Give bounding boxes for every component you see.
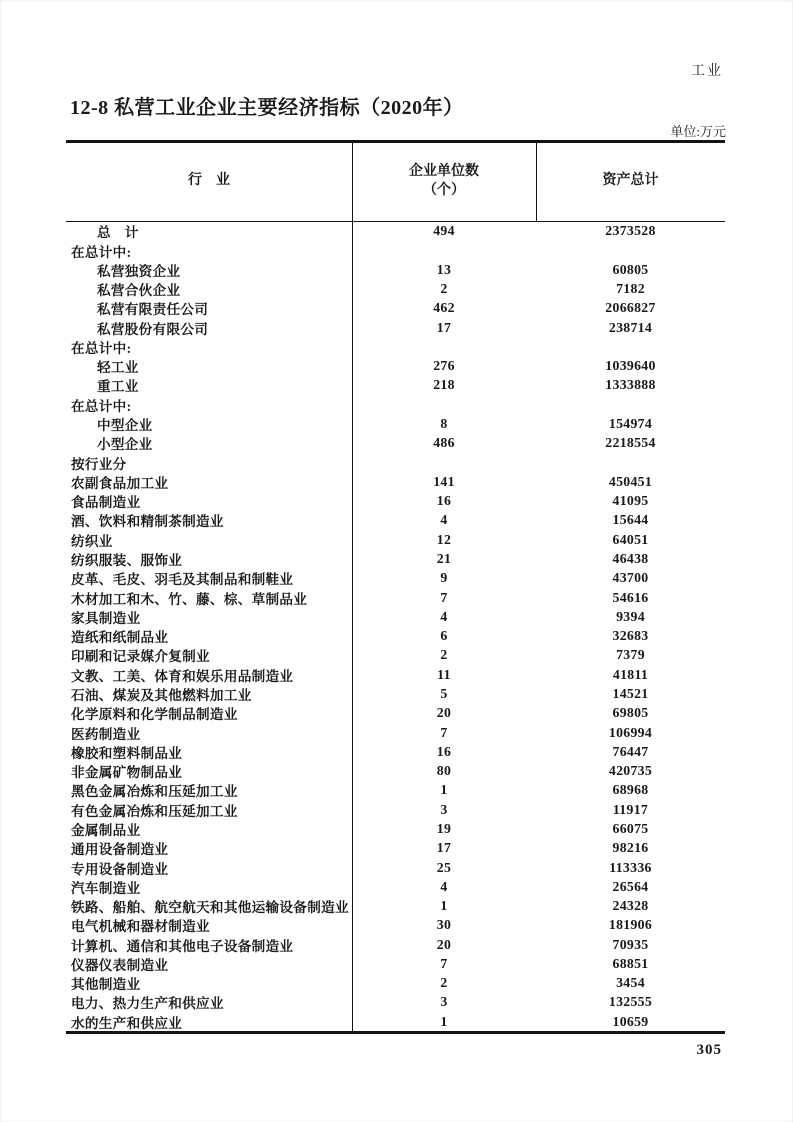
table-row: [66, 299, 725, 318]
table-row: [66, 337, 725, 356]
assets-total-value: 69805: [612, 705, 649, 721]
assets-total-value: 1039640: [605, 358, 656, 374]
table-header-row: [66, 143, 725, 222]
enterprise-count-value: 4: [440, 878, 448, 894]
row-label: 印刷和记录媒介复制业: [71, 649, 210, 665]
table-row: [66, 395, 725, 414]
table-row: [66, 781, 725, 800]
assets-total-value: 2373528: [605, 223, 656, 239]
assets-total-value: 46438: [612, 551, 649, 567]
enterprise-count-value: 17: [436, 840, 452, 856]
enterprise-count-value: 462: [433, 300, 455, 316]
table-row: [66, 453, 725, 472]
table-row: [66, 935, 725, 954]
header-assets-total: 资产总计: [602, 173, 659, 189]
header-industry: 行 业: [188, 173, 230, 189]
row-label: 电气机械和器材制造业: [71, 919, 210, 935]
enterprise-count-value: 9: [440, 570, 448, 586]
enterprise-count-value: 4: [440, 608, 448, 624]
enterprise-count-value: 7: [440, 955, 448, 971]
row-label: 中型企业: [97, 418, 153, 434]
assets-total-value: 132555: [608, 994, 653, 1010]
table-row: [66, 530, 725, 549]
table-row: [66, 723, 725, 742]
assets-total-value: 3454: [616, 975, 645, 991]
row-label: 在总计中:: [71, 340, 132, 356]
row-label: 农副食品加工业: [71, 475, 169, 491]
enterprise-count-value: 21: [436, 551, 452, 567]
assets-total-value: 60805: [612, 261, 649, 277]
enterprise-count-value: 16: [436, 493, 452, 509]
table-row: [66, 704, 725, 723]
row-label: 汽车制造业: [71, 880, 141, 896]
enterprise-count-value: 80: [436, 763, 452, 779]
table-row: [66, 742, 725, 761]
row-label: 专用设备制造业: [71, 861, 169, 877]
assets-total-value: 7182: [616, 281, 645, 297]
column-divider: [536, 143, 537, 221]
row-label: 在总计中:: [71, 398, 132, 414]
table-row: [66, 800, 725, 819]
assets-total-value: 238714: [608, 319, 653, 335]
table-row: [66, 627, 725, 646]
enterprise-count-value: 486: [433, 435, 455, 451]
assets-total-value: 9394: [616, 608, 645, 624]
row-label: 按行业分: [71, 456, 127, 472]
assets-total-value: 43700: [612, 570, 649, 586]
assets-total-value: 181906: [608, 917, 653, 933]
assets-total-value: 54616: [612, 589, 649, 605]
table-bottom-rule: [66, 1031, 725, 1034]
table-row: [66, 279, 725, 298]
table-row: [66, 588, 725, 607]
row-label: 非金属矿物制品业: [71, 765, 183, 781]
row-label: 重工业: [97, 379, 139, 395]
table-row: [66, 761, 725, 780]
assets-total-value: 32683: [612, 628, 649, 644]
row-label: 黑色金属冶炼和压延加工业: [71, 784, 238, 800]
assets-total-value: 154974: [608, 416, 653, 432]
row-label: 酒、饮料和精制茶制造业: [71, 514, 224, 530]
enterprise-count-value: 20: [436, 936, 452, 952]
enterprise-count-value: 17: [436, 319, 452, 335]
enterprise-count-value: 6: [440, 628, 448, 644]
assets-total-value: 7379: [616, 647, 645, 663]
enterprise-count-value: 20: [436, 705, 452, 721]
table-body: [66, 222, 725, 1032]
row-label: 化学原料和化学制品制造业: [71, 707, 238, 723]
table-row: [66, 646, 725, 665]
assets-total-value: 41811: [612, 666, 649, 682]
enterprise-count-value: 1: [440, 1013, 448, 1029]
enterprise-count-value: 11: [437, 666, 451, 682]
table-row: [66, 916, 725, 935]
enterprise-count-value: 7: [440, 724, 448, 740]
row-label: 私营合伙企业: [97, 283, 181, 299]
row-label: 私营有限责任公司: [97, 302, 209, 318]
enterprise-count-value: 2: [440, 647, 448, 663]
assets-total-value: 2218554: [605, 435, 656, 451]
enterprise-count-value: 4: [440, 512, 448, 528]
table-row: [66, 684, 725, 703]
enterprise-count-value: 19: [436, 820, 452, 836]
enterprise-count-value: 16: [436, 743, 452, 759]
table-row: [66, 260, 725, 279]
table-row: [66, 607, 725, 626]
table-row: [66, 896, 725, 915]
row-label: 有色金属冶炼和压延加工业: [71, 803, 238, 819]
header-enterprise-count: [352, 163, 536, 201]
row-label: 通用设备制造业: [71, 842, 169, 858]
enterprise-count-value: 8: [440, 416, 448, 432]
row-label: 私营股份有限公司: [97, 321, 209, 337]
assets-total-value: 24328: [612, 898, 649, 914]
assets-total-value: 68968: [612, 782, 649, 798]
assets-total-value: 41095: [612, 493, 649, 509]
enterprise-count-value: 3: [440, 801, 448, 817]
enterprise-count-value: 2: [440, 281, 448, 297]
row-label: 金属制品业: [71, 822, 141, 838]
table-row: [66, 511, 725, 530]
enterprise-count-value: 276: [433, 358, 455, 374]
assets-total-value: 106994: [608, 724, 653, 740]
assets-total-value: 76447: [612, 743, 649, 759]
enterprise-count-value: 218: [433, 377, 455, 393]
assets-total-value: 14521: [612, 685, 649, 701]
enterprise-count-value: 25: [436, 859, 452, 875]
assets-total-value: 68851: [612, 955, 649, 971]
enterprise-count-value: 1: [440, 782, 448, 798]
row-label: 皮革、毛皮、羽毛及其制品和制鞋业: [71, 572, 294, 588]
row-label: 轻工业: [97, 360, 139, 376]
row-label: 食品制造业: [71, 495, 141, 511]
enterprise-count-value: 12: [436, 531, 452, 547]
row-label: 电力、热力生产和供应业: [71, 996, 224, 1012]
enterprise-count-value: 13: [436, 261, 452, 277]
enterprise-count-value: 3: [440, 994, 448, 1010]
table-row: [66, 376, 725, 395]
table-row: [66, 974, 725, 993]
page-title: 12-8 私营工业企业主要经济指标（2020年）: [70, 97, 464, 119]
enterprise-count-value: 1: [440, 898, 448, 914]
table-row: [66, 241, 725, 260]
row-label: 家具制造业: [71, 610, 141, 626]
row-label: 木材加工和木、竹、藤、棕、草制品业: [71, 591, 308, 607]
table-row: [66, 1012, 725, 1031]
table-row: [66, 993, 725, 1012]
page-number: 305: [696, 1042, 722, 1058]
header-enterprise-count-line1: 企业单位数: [409, 163, 479, 179]
table-row: [66, 877, 725, 896]
enterprise-count-value: 30: [436, 917, 452, 933]
row-label: 总 计: [97, 225, 139, 241]
assets-total-value: 15644: [612, 512, 649, 528]
table-row: [66, 434, 725, 453]
row-label: 医药制造业: [71, 726, 141, 742]
assets-total-value: 450451: [608, 473, 653, 489]
header-enterprise-count-line2: （个）: [423, 182, 465, 198]
row-label: 其他制造业: [71, 977, 141, 993]
table-row: [66, 954, 725, 973]
column-divider: [352, 143, 353, 221]
assets-total-value: 66075: [612, 820, 649, 836]
row-label: 纺织业: [71, 533, 113, 549]
row-label: 私营独资企业: [97, 263, 181, 279]
assets-total-value: 70935: [612, 936, 649, 952]
table-row: [66, 819, 725, 838]
enterprise-count-value: 494: [433, 223, 455, 239]
table-row: [66, 492, 725, 511]
unit-note: 单位:万元: [670, 124, 726, 139]
table-row: [66, 549, 725, 568]
chapter-corner-label: 工业: [691, 64, 723, 79]
row-label: 石油、煤炭及其他燃料加工业: [71, 687, 252, 703]
assets-total-value: 26564: [612, 878, 649, 894]
row-label: 文教、工美、体育和娱乐用品制造业: [71, 668, 294, 684]
enterprise-count-value: 141: [433, 473, 455, 489]
row-label: 在总计中:: [71, 244, 132, 260]
enterprise-count-value: 5: [440, 685, 448, 701]
table-row: [66, 569, 725, 588]
table-row: [66, 357, 725, 376]
enterprise-count-value: 2: [440, 975, 448, 991]
assets-total-value: 2066827: [605, 300, 656, 316]
row-label: 计算机、通信和其他电子设备制造业: [71, 938, 294, 954]
row-label: 橡胶和塑料制品业: [71, 745, 183, 761]
enterprise-count-value: 7: [440, 589, 448, 605]
row-label: 仪器仪表制造业: [71, 957, 169, 973]
table-row: [66, 318, 725, 337]
table-row: [66, 414, 725, 433]
assets-total-value: 64051: [612, 531, 649, 547]
row-label: 造纸和纸制品业: [71, 630, 169, 646]
row-label: 纺织服装、服饰业: [71, 553, 183, 569]
assets-total-value: 11917: [612, 801, 649, 817]
assets-total-value: 420735: [608, 763, 653, 779]
table-row: [66, 472, 725, 491]
assets-total-value: 10659: [612, 1013, 649, 1029]
row-label: 水的生产和供应业: [71, 1015, 183, 1031]
assets-total-value: 98216: [612, 840, 649, 856]
statistics-table: [66, 140, 725, 1034]
row-label: 小型企业: [97, 437, 153, 453]
table-row: [66, 665, 725, 684]
row-label: 铁路、船舶、航空航天和其他运输设备制造业: [71, 900, 349, 916]
table-row: [66, 858, 725, 877]
assets-total-value: 113336: [609, 859, 652, 875]
table-row: [66, 839, 725, 858]
assets-total-value: 1333888: [605, 377, 656, 393]
table-row: [66, 222, 725, 241]
column-divider: [352, 222, 353, 1032]
